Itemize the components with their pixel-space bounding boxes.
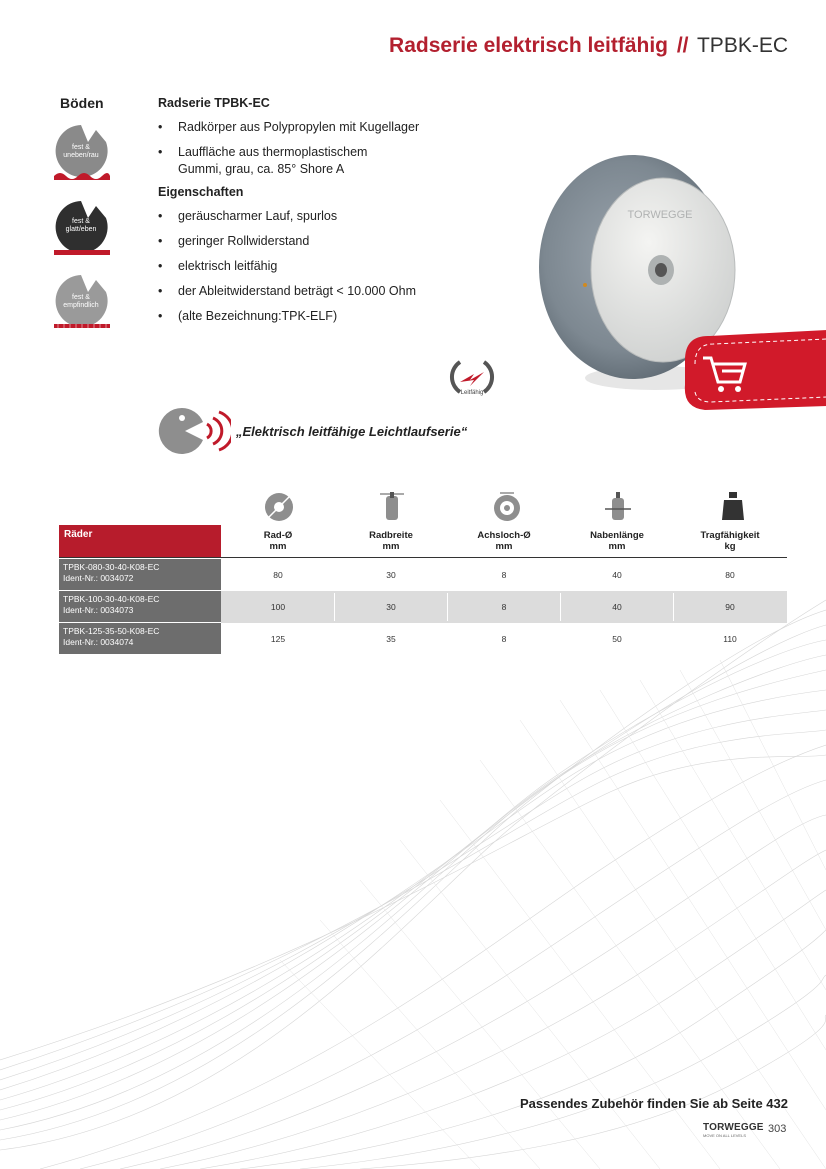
properties-title: Eigenschaften xyxy=(158,185,244,199)
table-row xyxy=(59,559,787,591)
row-cell-axle-hole: 8 xyxy=(501,570,507,580)
accessories-note: Passendes Zubehör finden Sie ab Seite 432 xyxy=(519,1096,788,1111)
row-cell-hub-length: 40 xyxy=(612,602,622,612)
column-header-load-capacity xyxy=(674,530,786,552)
electric-wave-icon xyxy=(155,404,231,458)
header-model: TPBK-EC xyxy=(696,34,788,57)
column-header-line: Radbreite xyxy=(369,530,413,541)
table-header-first: Räder xyxy=(59,525,221,557)
wheel-product-image xyxy=(535,150,826,420)
column-header-unit: mm xyxy=(495,541,513,552)
property-item: • geräuscharmer Lauf, spurlos xyxy=(158,208,488,225)
row-cell-wheel-width: 30 xyxy=(386,570,396,580)
column-header-unit: mm xyxy=(608,541,626,552)
table-row xyxy=(59,591,787,623)
conductive-label: Leitfähig xyxy=(460,390,484,396)
floor-sensitive-label-1: fest & xyxy=(72,294,90,301)
row-cell-wheel-diameter: 100 xyxy=(270,602,286,612)
row-cell-wheel-width: 35 xyxy=(386,634,396,644)
row-ident-number: Ident-Nr.: 0034074 xyxy=(63,637,134,647)
floors-title: Böden xyxy=(60,95,104,111)
table-header xyxy=(59,525,787,558)
column-header-wheel-diameter xyxy=(222,530,334,552)
floor-rough-label-1: fest & xyxy=(72,144,90,151)
property-item: • elektrisch leitfähig xyxy=(158,258,488,275)
row-product-cell xyxy=(59,559,221,591)
row-cell-load-capacity: 80 xyxy=(725,570,735,580)
property-item: • der Ableitwiderstand beträgt < 10.000 Ohm xyxy=(158,283,488,300)
row-cell-hub-length: 50 xyxy=(612,634,622,644)
column-header-hub-length xyxy=(561,530,673,552)
torwegge-logo xyxy=(703,1122,764,1142)
axle-hole-icon xyxy=(492,490,522,524)
column-header-line: Rad-Ø xyxy=(263,530,293,541)
table-row xyxy=(59,623,787,655)
column-header-line: Nabenlänge xyxy=(590,530,644,541)
row-cell-wheel-diameter: 125 xyxy=(270,634,286,644)
header-title: Radserie elektrisch leitfähig xyxy=(389,34,668,57)
column-header-line: Tragfähigkeit xyxy=(700,530,760,541)
row-cell-hub-length: 40 xyxy=(612,570,622,580)
floor-rough-icon xyxy=(52,120,110,182)
row-ident-number: Ident-Nr.: 0034073 xyxy=(63,605,134,615)
series-title: Radserie TPBK-EC xyxy=(158,96,270,110)
row-cell-load-capacity: 110 xyxy=(723,634,737,644)
series-list xyxy=(158,119,488,178)
property-item: • (alte Bezeichnung:TPK-ELF) xyxy=(158,308,488,325)
column-header-unit: kg xyxy=(724,541,736,552)
row-product-cell xyxy=(59,623,221,655)
row-product-code: TPBK-125-35-50-K08-EC xyxy=(63,626,160,636)
floor-smooth-label-2: glatt/eben xyxy=(65,226,97,233)
floor-smooth-label-1: fest & xyxy=(72,218,90,225)
floor-sensitive-label-2: empfindlich xyxy=(63,302,99,309)
row-cell-axle-hole: 8 xyxy=(501,634,507,644)
description-block xyxy=(158,95,488,333)
wheel-hub-text: TORWEGGE xyxy=(627,209,693,221)
header-separator: // xyxy=(676,34,689,57)
row-product-code: TPBK-080-30-40-K08-EC xyxy=(63,562,160,572)
row-cell-axle-hole: 8 xyxy=(501,602,507,612)
row-ident-number: Ident-Nr.: 0034072 xyxy=(63,573,134,583)
property-item: • geringer Rollwiderstand xyxy=(158,233,488,250)
logo-brand: TORWEGGE xyxy=(703,1122,764,1133)
properties-list xyxy=(158,208,488,325)
row-product-cell xyxy=(59,591,221,623)
row-cell-wheel-width: 30 xyxy=(386,602,396,612)
wheel-width-icon xyxy=(378,490,406,524)
column-header-wheel-width xyxy=(335,530,447,552)
logo-tagline: MOVE ON ALL LEVELS xyxy=(703,1133,746,1138)
column-header-unit: mm xyxy=(382,541,400,552)
floor-smooth-icon xyxy=(52,196,110,258)
row-cell-load-capacity: 90 xyxy=(725,602,735,612)
column-header-unit: mm xyxy=(269,541,287,552)
column-header-axle-hole xyxy=(448,530,560,552)
row-product-code: TPBK-100-30-40-K08-EC xyxy=(63,594,160,604)
hub-length-icon xyxy=(603,490,633,524)
floor-sensitive-icon xyxy=(52,270,110,332)
slogan-text: „Elektrisch leitfähige Leichtlaufserie“ xyxy=(236,424,468,439)
page-number: 303 xyxy=(768,1123,787,1135)
column-header-line: Achsloch-Ø xyxy=(477,530,531,541)
page-header xyxy=(389,34,788,58)
weight-icon xyxy=(720,490,746,524)
series-item: • Radkörper aus Polypropylen mit Kugellager xyxy=(158,119,488,136)
floor-rough-label-2: uneben/rau xyxy=(63,152,99,159)
series-item: • Lauffläche aus thermoplastischem Gummi, grau, ca. 85° Shore A xyxy=(158,144,408,178)
wheel-diameter-icon xyxy=(262,490,296,524)
row-cell-wheel-diameter: 80 xyxy=(273,570,283,580)
